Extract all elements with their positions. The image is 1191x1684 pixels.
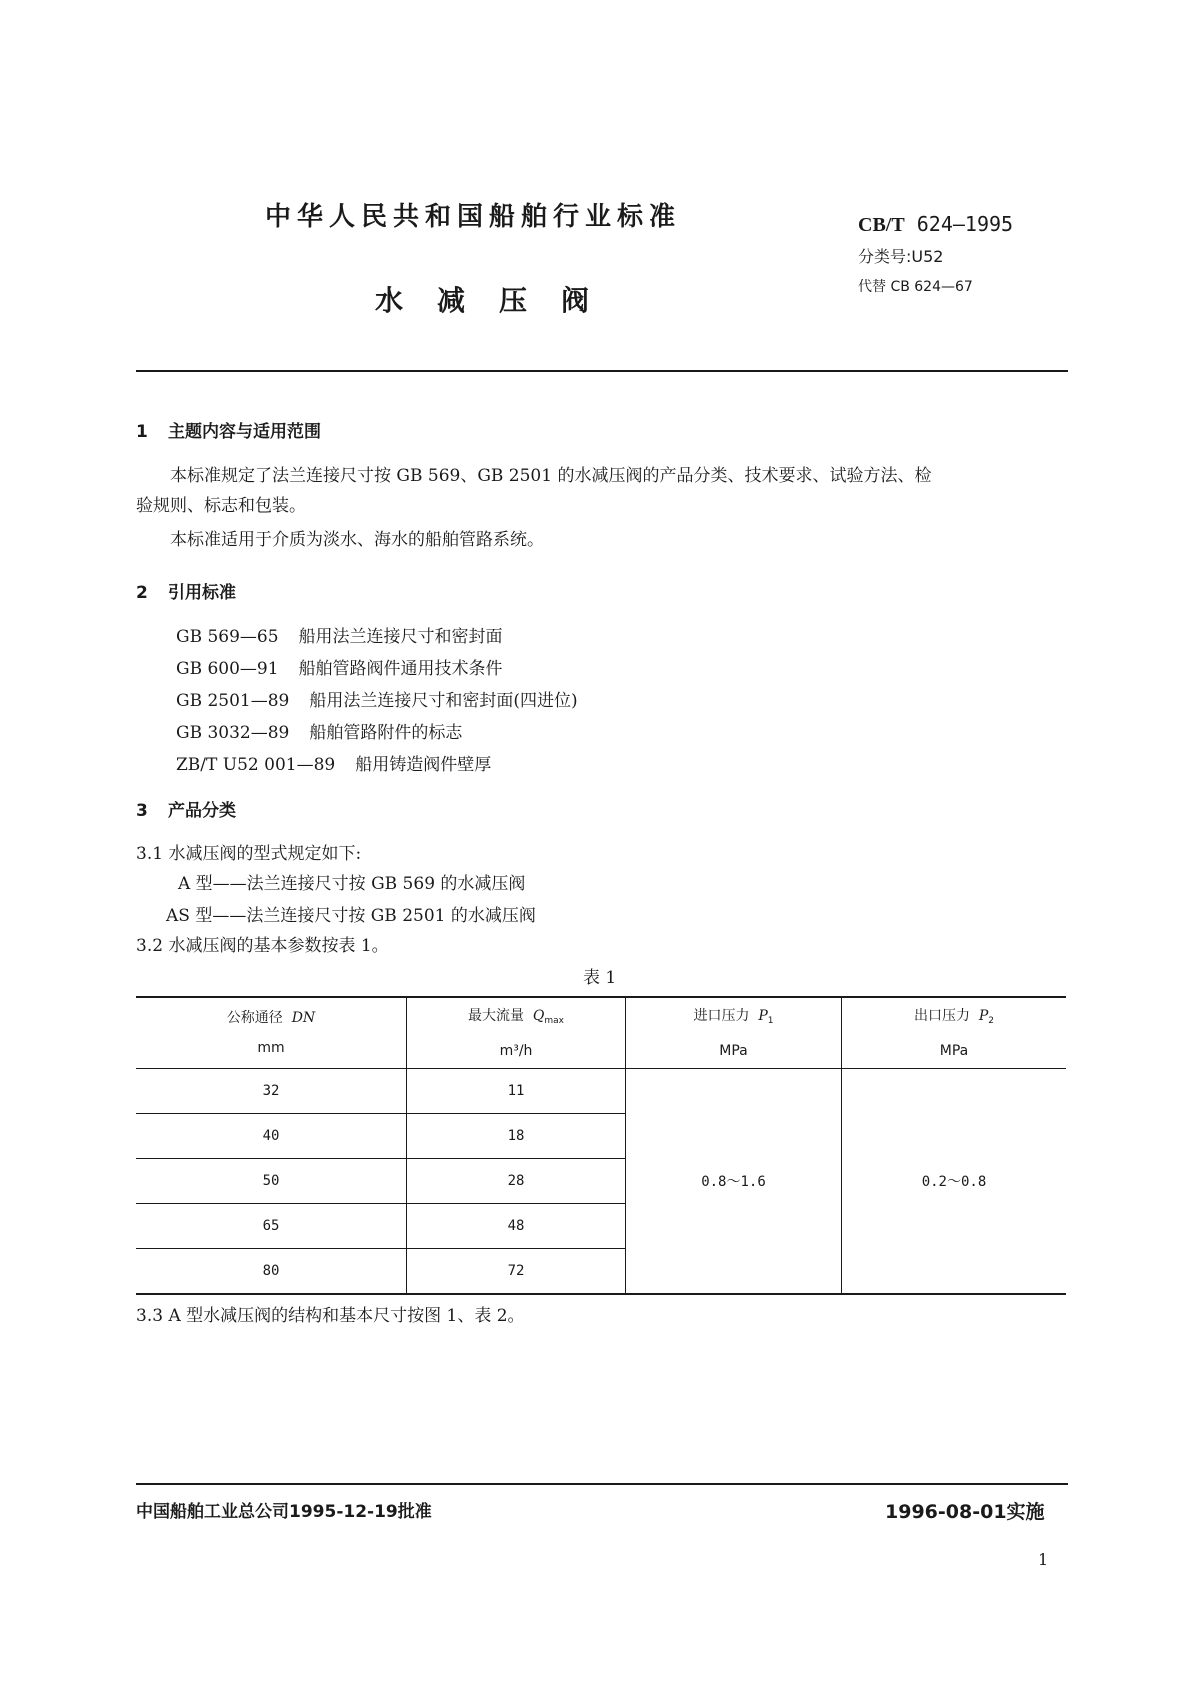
cell-max-flow: 48: [407, 1204, 626, 1249]
cell-max-flow: 11: [407, 1069, 626, 1114]
cell-max-flow: 28: [407, 1159, 626, 1204]
header-rule: [136, 370, 1068, 372]
table-1-caption: 表 1: [583, 968, 617, 988]
section-title: 主题内容与适用范围: [168, 422, 321, 442]
cell-max-flow: 72: [407, 1249, 626, 1295]
reference-item: [176, 750, 491, 775]
section-1-paragraph-1-line-2: 验规则、标志和包装。: [136, 496, 306, 516]
reference-code: GB 2501—89: [176, 691, 290, 711]
reference-item: [176, 718, 462, 743]
column-header-symbol: P: [758, 1007, 768, 1024]
reference-title: 船用铸造阀件壁厚: [355, 755, 492, 775]
clause-3-1: 3.1 水减压阀的型式规定如下:: [136, 844, 362, 864]
reference-item: [176, 686, 578, 711]
reference-item: [176, 622, 503, 647]
column-header-subscript: max: [544, 1015, 564, 1026]
clause-3-3: 3.3 A 型水减压阀的结构和基本尺寸按图 1、表 2。: [136, 1306, 525, 1326]
cell-inlet-pressure: 0.8～1.6: [626, 1069, 842, 1295]
column-header-subscript: 2: [988, 1015, 995, 1026]
table-header-row: [136, 997, 1066, 1069]
cell-nominal-diameter: 80: [136, 1249, 407, 1295]
clause-3-2: 3.2 水减压阀的基本参数按表 1。: [136, 936, 389, 956]
cell-nominal-diameter: 40: [136, 1114, 407, 1159]
standard-code-prefix: CB/T: [858, 214, 905, 236]
cell-nominal-diameter: 65: [136, 1204, 407, 1249]
section-1-heading: [136, 417, 321, 442]
column-header-unit: m³/h: [499, 1042, 533, 1059]
reference-title: 船舶管路附件的标志: [309, 723, 463, 743]
column-header-symbol: Q: [532, 1007, 545, 1024]
column-header-nominal-diameter: [136, 997, 407, 1069]
section-2-heading: [136, 578, 236, 603]
reference-code: GB 3032—89: [176, 723, 290, 743]
column-header-unit: MPa: [719, 1042, 748, 1059]
column-header-unit: MPa: [939, 1042, 969, 1059]
classification-number: 分类号:U52: [858, 247, 944, 266]
column-header-subscript: 1: [767, 1015, 774, 1026]
document-title: 水减压阀: [375, 284, 624, 317]
cell-nominal-diameter: 50: [136, 1159, 407, 1204]
cell-nominal-diameter: 32: [136, 1069, 407, 1114]
standard-code: [858, 212, 1013, 237]
reference-code: GB 569—65: [176, 627, 279, 647]
cell-outlet-pressure: 0.2～0.8: [842, 1069, 1067, 1295]
footer-rule: [136, 1483, 1068, 1485]
implementation-date: 1996-08-01实施: [885, 1501, 1045, 1523]
column-header-max-flow: [407, 997, 626, 1069]
agency-title: 中华人民共和国船舶行业标准: [265, 202, 682, 232]
column-header-label: 出口压力: [913, 1007, 970, 1024]
column-header-label: 进口压力: [693, 1007, 750, 1024]
parameters-table: [136, 996, 1066, 1295]
reference-code: GB 600—91: [176, 659, 279, 679]
standard-code-number: 624—1995: [916, 212, 1014, 236]
reference-item: [176, 654, 503, 679]
column-header-symbol: P: [978, 1007, 989, 1024]
section-3-heading: [136, 796, 236, 821]
section-1-paragraph-1-line-1: 本标准规定了法兰连接尺寸按 GB 569、GB 2501 的水减压阀的产品分类、技术要求、试验方法、检: [170, 466, 932, 486]
replaces-standard: 代替 CB 624—67: [858, 279, 973, 295]
reference-title: 船用法兰连接尺寸和密封面(四进位): [309, 691, 578, 711]
reference-title: 船用法兰连接尺寸和密封面: [298, 627, 503, 647]
section-number: 1: [136, 422, 148, 442]
page-number: 1: [1038, 1550, 1049, 1569]
section-1-paragraph-2: 本标准适用于介质为淡水、海水的船舶管路系统。: [170, 530, 544, 550]
column-header-label: 最大流量: [468, 1007, 524, 1024]
column-header-outlet-pressure: [842, 997, 1067, 1069]
reference-title: 船舶管路阀件通用技术条件: [298, 659, 503, 679]
section-title: 产品分类: [168, 801, 236, 821]
section-number: 3: [136, 801, 148, 821]
column-header-inlet-pressure: [626, 997, 842, 1069]
column-header-unit: mm: [257, 1040, 285, 1056]
cell-max-flow: 18: [407, 1114, 626, 1159]
clause-3-1-type-a: A 型——法兰连接尺寸按 GB 569 的水减压阀: [178, 874, 526, 894]
column-header-symbol: DN: [291, 1010, 316, 1026]
column-header-label: 公称通径: [226, 1010, 283, 1026]
approval-line: 中国船舶工业总公司1995-12-19批准: [136, 1502, 432, 1522]
reference-code: ZB/T U52 001—89: [176, 755, 336, 775]
clause-3-1-type-as: AS 型——法兰连接尺寸按 GB 2501 的水减压阀: [166, 906, 536, 926]
section-title: 引用标准: [168, 583, 236, 603]
table-row: [136, 1069, 1066, 1114]
section-number: 2: [136, 583, 148, 603]
